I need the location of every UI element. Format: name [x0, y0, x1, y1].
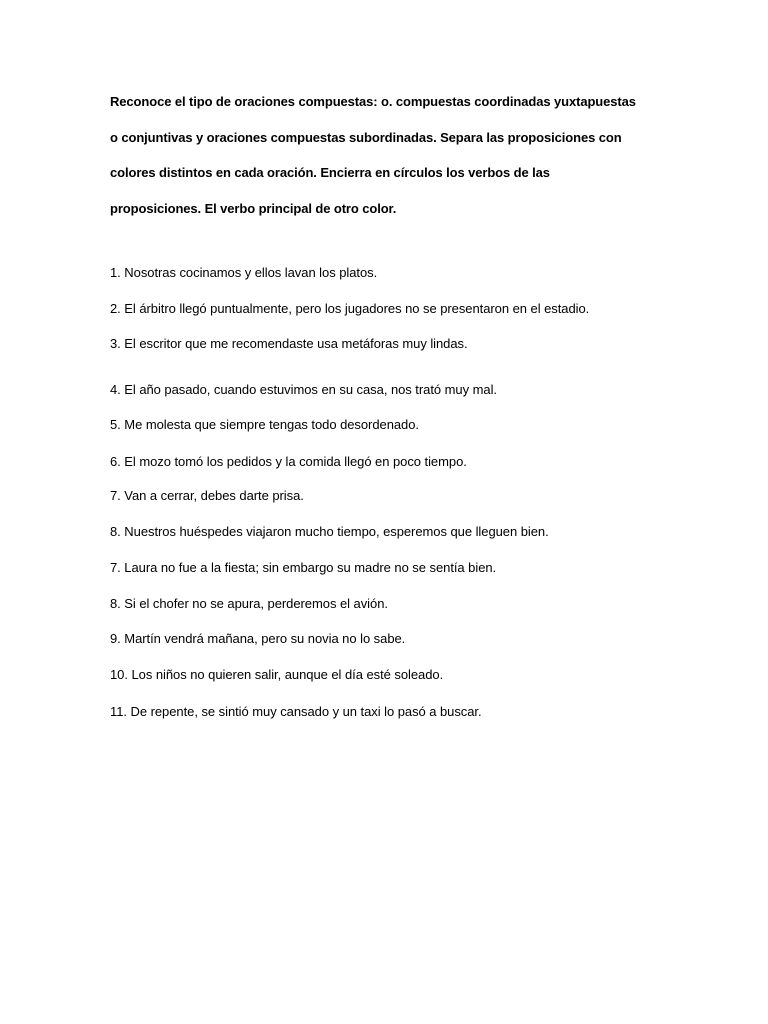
instructions-line: colores distintos en cada oración. Encierra en círculos los verbos de las — [110, 165, 550, 181]
exercise-item: 8. Si el chofer no se apura, perderemos el avión. — [110, 596, 388, 611]
exercise-item: 2. El árbitro llegó puntualmente, pero los jugadores no se presentaron en el estadio. — [110, 301, 590, 316]
exercise-item: 1. Nosotras cocinamos y ellos lavan los platos. — [110, 265, 378, 280]
instructions-line: o conjuntivas y oraciones compuestas subordinadas. Separa las proposiciones con — [110, 129, 622, 145]
exercise-item: 6. El mozo tomó los pedidos y la comida llegó en poco tiempo. — [110, 454, 467, 469]
exercise-item: 4. El año pasado, cuando estuvimos en su casa, nos trató muy mal. — [110, 382, 497, 397]
instructions-line: Reconoce el tipo de oraciones compuestas: o. compuestas coordinadas yuxtapuestas — [110, 94, 636, 109]
exercise-item: 11. De repente, se sintió muy cansado y un taxi lo pasó a buscar. — [110, 704, 482, 719]
exercise-item: 10. Los niños no quieren salir, aunque el día esté soleado. — [110, 667, 444, 682]
exercise-item: 8. Nuestros huéspedes viajaron mucho tiempo, esperemos que lleguen bien. — [110, 524, 549, 539]
instructions-block — [110, 84, 670, 226]
exercise-item: 7. Van a cerrar, debes darte prisa. — [110, 488, 304, 503]
exercise-item: 9. Martín vendrá mañana, pero su novia no lo sabe. — [110, 631, 406, 646]
exercise-item: 7. Laura no fue a la fiesta; sin embargo su madre no se sentía bien. — [110, 560, 497, 575]
exercise-item: 3. El escritor que me recomendaste usa metáforas muy lindas. — [110, 336, 468, 351]
exercise-item: 5. Me molesta que siempre tengas todo desordenado. — [110, 417, 419, 432]
instructions-line: proposiciones. El verbo principal de otro color. — [110, 200, 397, 216]
